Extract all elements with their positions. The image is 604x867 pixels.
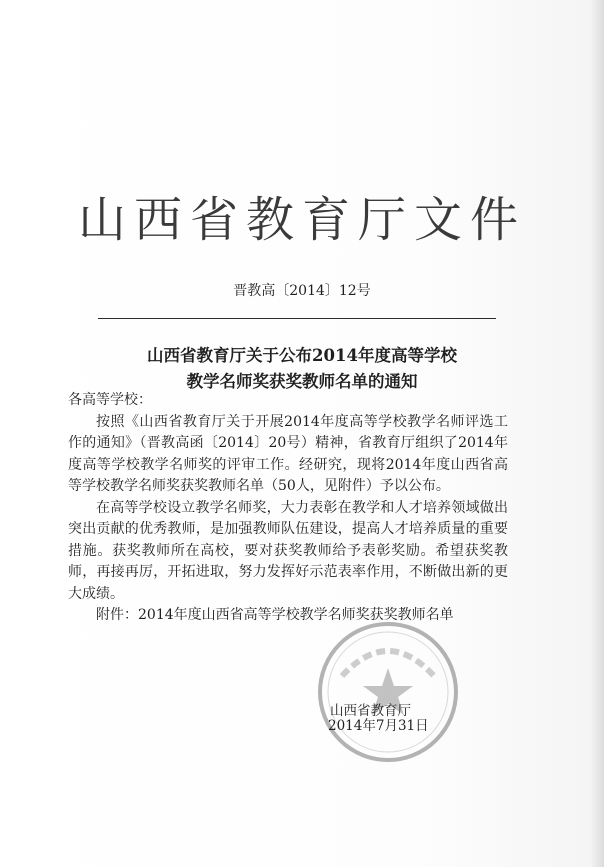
paragraph-1: 按照《山西省教育厅关于开展2014年度高等学校教学名师评选工作的通知》（晋教高函〔2014〕20号）精神，省教育厅组织了2014年度高等学校教学名师奖的评审工作。经研究，现将2014年度山西省高等学校教学名师奖获奖教师名单（50人，见附件）予以公布。 [68,413,508,494]
attachment-line: 附件：2014年度山西省高等学校教学名师奖获奖教师名单 [96,607,454,623]
notice-title-line-2: 教学名师奖获奖教师名单的通知 [186,372,418,391]
notice-body [68,390,508,627]
notice-title [0,343,604,395]
document-number: 晋教高〔2014〕12号 [233,283,371,299]
issue-date: 2014年7月31日 [328,718,429,734]
official-seal [312,616,464,768]
header-divider [98,318,496,319]
paragraph-2: 在高等学校设立教学名师奖，大力表彰在教学和人才培养领域做出突出贡献的优秀教师，是加强教师队伍建设，提高人才培养质量的重要措施。获奖教师所在高校，要对获奖教师给予表彰奖励。希望获奖教师，再接再厉，开拓进取，努力发挥好示范表率作用，不断做出新的更大成绩。 [68,499,508,602]
salutation: 各高等学校： [68,392,152,408]
issuing-organization: 山西省教育厅 [330,703,411,719]
notice-title-line-1: 山西省教育厅关于公布2014年度高等学校 [147,346,457,365]
seal-stamp-icon [312,616,464,768]
document-header-title: 山西省教育厅文件 [77,192,526,248]
